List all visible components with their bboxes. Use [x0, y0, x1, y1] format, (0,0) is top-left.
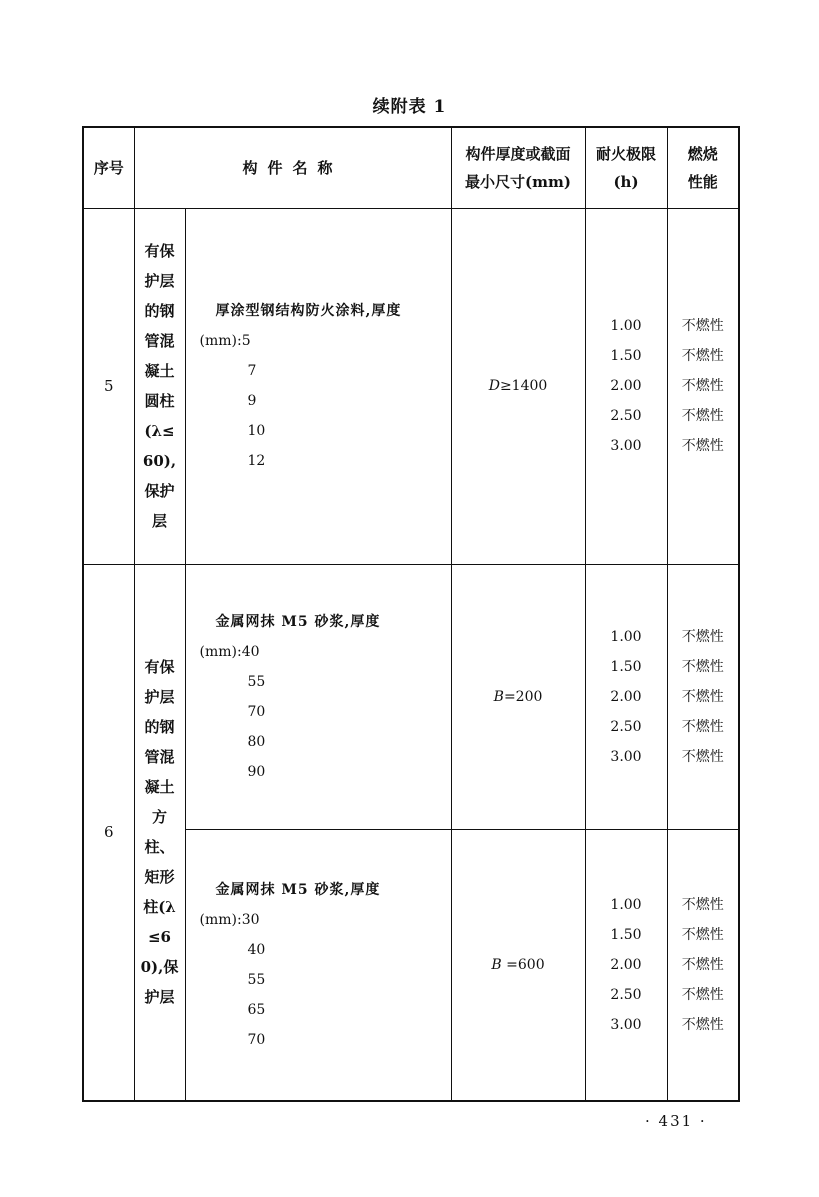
fire-limit-values: 1.00 1.50 2.00 2.50 3.00: [585, 564, 667, 829]
page-number: · 431 ·: [645, 1112, 707, 1130]
combustion-values: 不燃性 不燃性 不燃性 不燃性 不燃性: [667, 208, 739, 564]
table-row: [83, 564, 739, 829]
table-row: [83, 208, 739, 564]
fire-resistance-table: [82, 126, 740, 1102]
row-number: 5: [83, 208, 134, 564]
protection-description: 金属网抹 M5 砂浆,厚度 (mm):40 55 70 80 90: [185, 564, 451, 829]
page-title: 续附表 1: [372, 97, 447, 117]
header-row: [83, 127, 739, 208]
min-dimension: D≥1400: [451, 208, 585, 564]
protection-description: 厚涂型钢结构防火涂料,厚度 (mm):5 7 9 10 12: [185, 208, 451, 564]
min-dimension: B =600: [451, 829, 585, 1101]
header-fire-limit: 耐火极限 (h): [585, 127, 667, 208]
header-no: 序号: [83, 127, 134, 208]
header-dimension: 构件厚度或截面 最小尺寸(mm): [451, 127, 585, 208]
protection-description: 金属网抹 M5 砂浆,厚度 (mm):30 40 55 65 70: [185, 829, 451, 1101]
combustion-values: 不燃性 不燃性 不燃性 不燃性 不燃性: [667, 829, 739, 1101]
member-name: 有保护层的钢管混凝土方柱、矩形柱(λ≤60),保护层: [140, 658, 179, 1007]
combustion-values: 不燃性 不燃性 不燃性 不燃性 不燃性: [667, 564, 739, 829]
header-name: 构件名称: [134, 127, 451, 208]
fire-limit-values: 1.00 1.50 2.00 2.50 3.00: [585, 829, 667, 1101]
member-name-cell: [134, 208, 185, 564]
member-name: 有保护层的钢管混凝土圆柱(λ≤60),保护层: [142, 242, 177, 530]
row-number: 6: [83, 564, 134, 1101]
min-dimension: B=200: [451, 564, 585, 829]
fire-limit-values: 1.00 1.50 2.00 2.50 3.00: [585, 208, 667, 564]
member-name-cell: [134, 564, 185, 1101]
header-combustion: 燃烧 性能: [667, 127, 739, 208]
